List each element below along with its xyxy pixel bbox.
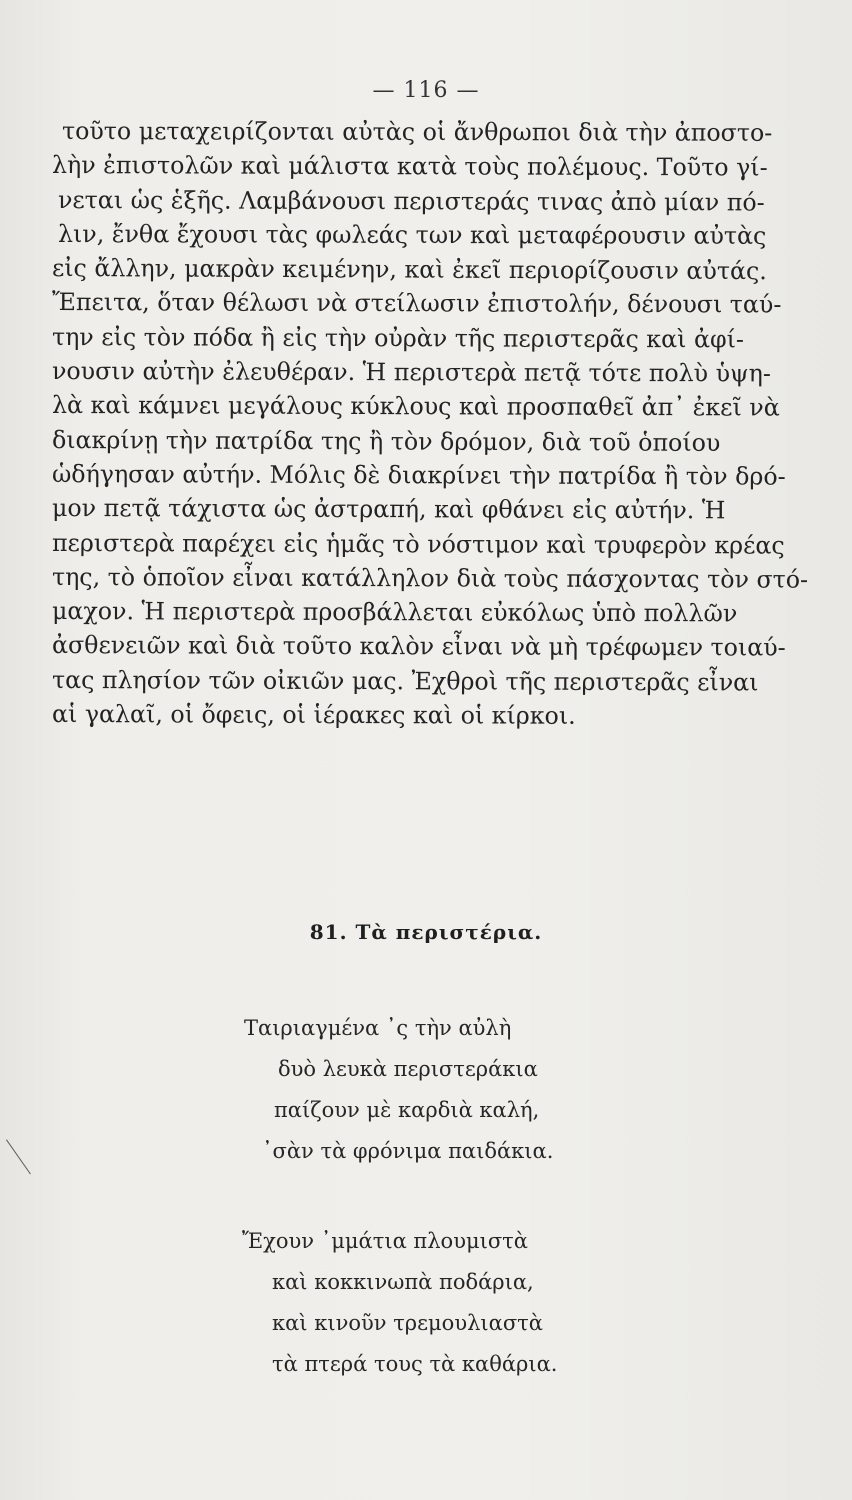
prose-line: μον πετᾷ τάχιστα ὡς ἀστραπή, καὶ φθάνει εἰς αὐτήν. Ἡ: [51, 494, 726, 525]
poem: [0, 1008, 852, 1376]
prose-line: διακρίνῃ τὴν πατρίδα της ἢ τὸν δρόμον, διὰ τοῦ ὁποίου: [51, 425, 721, 457]
page-number: — 116 —: [372, 78, 480, 103]
poem-line: παίζουν μὲ καρδιὰ καλή,: [274, 1098, 540, 1122]
prose-line: αἱ γαλαῖ, οἱ ὄφεις, οἱ ἱέρακες καὶ οἱ κίρκοι.: [51, 700, 576, 730]
prose-paragraph: [52, 114, 852, 731]
poem-line: τὰ πτερά τους τὰ καθάρια.: [272, 1352, 558, 1376]
prose-line: τας πλησίον τῶν οἰκιῶν μας. Ἐχθροὶ τῆς περιστερᾶς εἶναι: [51, 665, 759, 697]
poem-stanza: [0, 1221, 852, 1385]
prose-line: εἰς ἄλλην, μακρὰν κειμένην, καὶ ἐκεῖ περιορίζουσιν αὐτάς.: [51, 254, 767, 286]
poem-line: ᾽σὰν τὰ φρόνιμα παιδάκια.: [262, 1139, 554, 1163]
prose-line: ἀσθενειῶν καὶ διὰ τοῦτο καλὸν εἶναι νὰ μὴ τρέφωμεν τοιαύ-: [51, 631, 786, 663]
poem-line: καὶ κινοῦν τρεμουλιαστὰ: [272, 1311, 543, 1335]
prose-line: νεται ὡς ἑξῆς. Λαμβάνουσι περιστεράς τινας ἀπὸ μίαν πό-: [57, 185, 765, 217]
prose-line: λιν, ἔνθα ἔχουσι τὰς φωλεάς των καὶ μεταφέρουσιν αὐτὰς: [57, 219, 767, 250]
prose-line: λὰ καὶ κάμνει μεγάλους κύκλους καὶ προσπαθεῖ ἀπ᾽ ἐκεῖ νὰ: [51, 391, 780, 422]
prose-line: της, τὸ ὁποῖον εἶναι κατάλληλον διὰ τοὺς πάσχοντας τὸν στό-: [51, 562, 809, 594]
poem-stanza: [0, 1008, 852, 1172]
prose-line: τοῦτο μεταχειρίζονται αὐτὰς οἱ ἄνθρωποι διὰ τὴν ἀποστο-: [61, 117, 773, 147]
poem-line: Ταιριαγμένα ᾽ς τὴν αὐλὴ: [244, 1016, 512, 1040]
poem-line: Ἔχουν ᾽μμάτια πλουμιστὰ: [242, 1229, 528, 1253]
prose-line: μαχον. Ἡ περιστερὰ προσβάλλεται εὐκόλως ὑπὸ πολλῶν: [51, 597, 738, 628]
poem-line: δυὸ λευκὰ περιστεράκια: [278, 1057, 538, 1081]
prose-line: λὴν ἐπιστολῶν καὶ μάλιστα κατὰ τοὺς πολέμους. Τοῦτο γί-: [51, 151, 768, 182]
prose-line: Ἔπειτα, ὅταν θέλωσι νὰ στείλωσιν ἐπιστολήν, δένουσι ταύ-: [51, 288, 782, 320]
section-heading: 81. Τὰ περιστέρια.: [309, 920, 543, 944]
prose-line: ὡδήγησαν αὐτήν. Μόλις δὲ διακρίνει τὴν πατρίδα ἢ τὸν δρό-: [51, 459, 786, 491]
prose-line: νουσιν αὐτὴν ἐλευθέραν. Ἡ περιστερὰ πετᾷ τότε πολὺ ὑψη-: [51, 357, 771, 388]
prose-line: την εἰς τὸν πόδα ἢ εἰς τὴν οὐρὰν τῆς περιστερᾶς καὶ ἀφί-: [51, 322, 744, 354]
poem-line: καὶ κοκκινωπὰ ποδάρια,: [272, 1270, 534, 1294]
prose-line: περιστερὰ παρέχει εἰς ἡμᾶς τὸ νόστιμον καὶ τρυφερὸν κρέας: [51, 528, 785, 560]
